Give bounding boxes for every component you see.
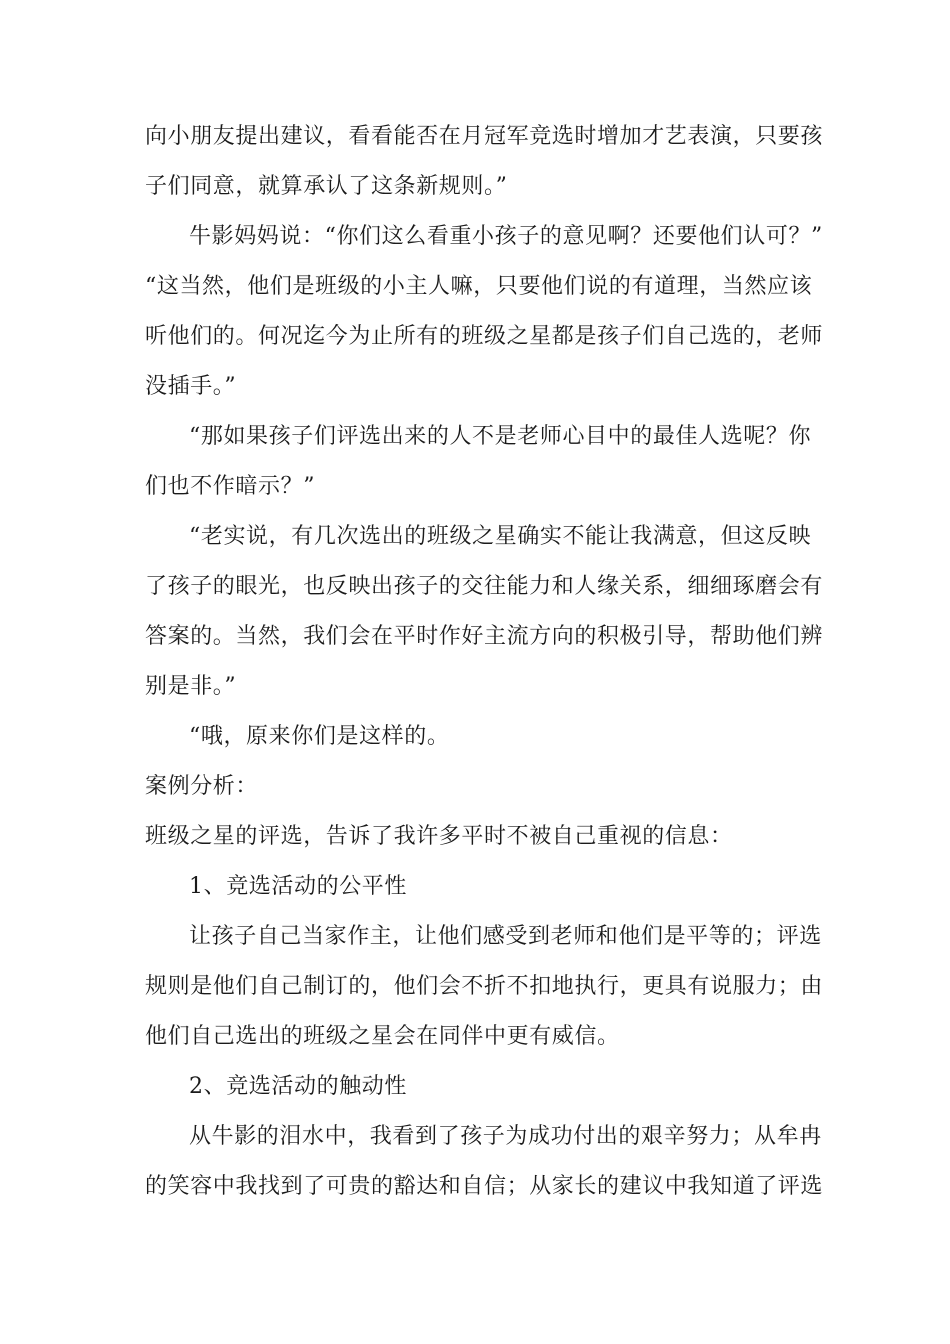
text-line: 规则是他们自己制订的，他们会不折不扣地执行，更具有说服力；由 [145, 974, 824, 999]
text-line: 别是非。” [145, 674, 237, 699]
text-line: “这当然，他们是班级的小主人嘛，只要他们说的有道理，当然应该 [145, 274, 813, 299]
text-line: 班级之星的评选，告诉了我许多平时不被自己重视的信息： [145, 824, 733, 849]
text-line: “老实说，有几次选出的班级之星确实不能让我满意，但这反映 [189, 524, 812, 549]
text-line: 子们同意，就算承认了这条新规则。” [145, 174, 508, 199]
document-body [145, 112, 824, 1212]
section-heading: 案例分析： [145, 774, 259, 799]
text-line: 从牛影的泪水中，我看到了孩子为成功付出的艰辛努力；从牟冉 [189, 1124, 822, 1149]
text-line: 没插手。” [145, 374, 237, 399]
text-line: 了孩子的眼光，也反映出孩子的交往能力和人缘关系，细细琢磨会有 [145, 574, 824, 599]
text-line: 让孩子自己当家作主，让他们感受到老师和他们是平等的；评选 [189, 924, 822, 949]
text-line: 的笑容中我找到了可贵的豁达和自信；从家长的建议中我知道了评选 [145, 1174, 824, 1199]
text-line: “那如果孩子们评选出来的人不是老师心目中的最佳人选呢？你 [189, 424, 812, 449]
text-line: 向小朋友提出建议，看看能否在月冠军竞选时增加才艺表演，只要孩 [145, 124, 824, 149]
text-line: 答案的。当然，我们会在平时作好主流方向的积极引导，帮助他们辨 [145, 624, 824, 649]
text-line: 他们自己选出的班级之星会在同伴中更有威信。 [145, 1024, 620, 1049]
text-line: “哦，原来你们是这样的。 [189, 724, 450, 749]
list-item-heading: 1、竞选活动的公平性 [189, 874, 407, 899]
list-item-heading: 2、竞选活动的触动性 [189, 1074, 407, 1099]
text-line: 听他们的。何况迄今为止所有的班级之星都是孩子们自己选的，老师 [145, 324, 824, 349]
text-line: 牛影妈妈说：“你们这么看重小孩子的意见啊？还要他们认可？” [189, 224, 823, 249]
text-line: 们也不作暗示？” [145, 474, 316, 499]
